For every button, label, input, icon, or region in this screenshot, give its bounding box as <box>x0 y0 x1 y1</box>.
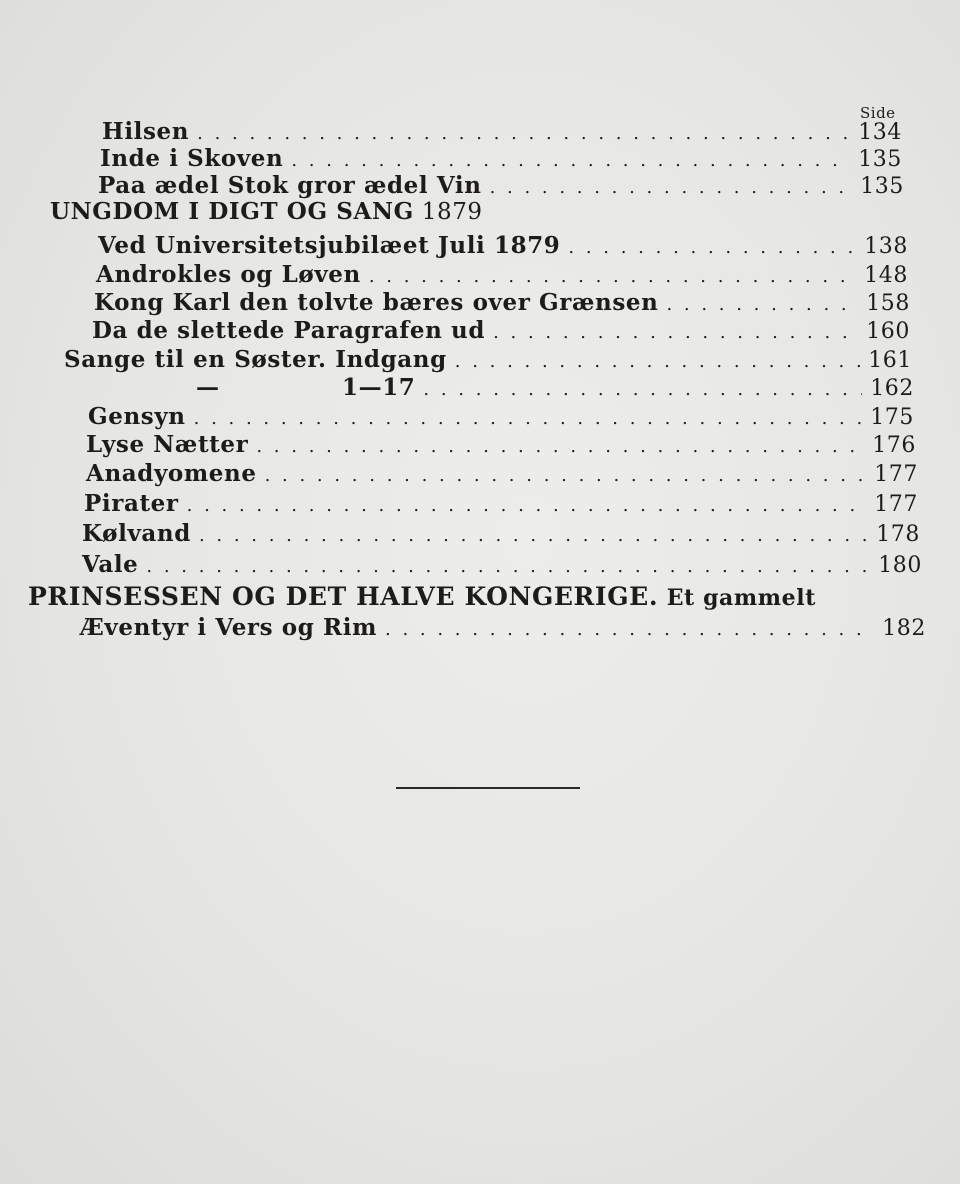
leader-dots <box>291 150 850 171</box>
toc-entry-paragrafen <box>92 317 910 345</box>
toc-entry-lyse-naetter <box>86 431 916 459</box>
toc-entry-page: 134 <box>858 120 902 145</box>
leader-dots <box>146 556 870 577</box>
toc-entry-universitetsjubilaeet <box>98 232 908 260</box>
toc-entry-page: 176 <box>872 433 916 458</box>
toc-entry-title: Pirater <box>84 490 179 517</box>
toc-entry-page: 180 <box>878 553 922 578</box>
toc-entry-page: 175 <box>870 405 914 430</box>
toc-entry-pirater <box>84 490 918 518</box>
toc-entry-page: 135 <box>860 174 904 199</box>
leader-dots <box>369 266 856 287</box>
toc-entry-title: 1—17 <box>342 374 416 401</box>
leader-dots <box>187 495 867 516</box>
toc-entry-title: Inde i Skoven <box>100 145 284 172</box>
toc-entry-page: 135 <box>858 147 902 172</box>
toc-entry-ditto-dash: — <box>196 374 220 401</box>
toc-entry-title: Sange til en Søster. Indgang <box>64 346 447 373</box>
leader-dots <box>568 237 856 258</box>
toc-entry-title: Æventyr i Vers og Rim <box>80 614 378 641</box>
leader-dots <box>490 177 853 198</box>
toc-entry-koelvand <box>82 520 920 548</box>
toc-entry-page: 178 <box>876 522 920 547</box>
toc-entry-sange-til-en-soester <box>64 346 912 374</box>
toc-entry-page: 148 <box>864 263 908 288</box>
toc-entry-title: Vale <box>82 551 139 578</box>
toc-entry-title: Da de slettede Paragrafen ud <box>92 317 486 344</box>
section-heading-caps: PRINSESSEN OG DET HALVE KONGERIGE. <box>28 582 659 611</box>
leader-dots <box>194 408 863 429</box>
section-heading-prinsessen <box>28 582 816 611</box>
leader-dots <box>455 351 860 372</box>
toc-entry-title: Androkles og Løven <box>96 261 361 288</box>
toc-entry-sange-1-17 <box>196 374 914 402</box>
toc-entry-vale <box>82 551 922 579</box>
toc-entry-anadyomene <box>86 460 918 488</box>
end-rule-divider <box>396 787 580 789</box>
leader-dots <box>423 379 862 400</box>
toc-entry-page: 162 <box>870 376 914 401</box>
leader-dots <box>385 619 874 640</box>
toc-entry-hilsen <box>102 118 902 146</box>
leader-dots <box>256 436 864 457</box>
toc-entry-page: 161 <box>868 348 912 373</box>
toc-entry-title: Kølvand <box>82 520 191 547</box>
leader-dots <box>493 322 858 343</box>
toc-entry-title: Ved Universitetsjubilæet Juli 1879 <box>98 232 561 259</box>
leader-dots <box>666 294 858 315</box>
toc-entry-androkles <box>96 261 908 289</box>
leader-dots <box>199 525 868 546</box>
toc-entry-page: 177 <box>874 492 918 517</box>
toc-entry-inde-i-skoven <box>100 145 902 173</box>
toc-entry-paa-aedel-stok <box>98 172 904 200</box>
toc-entry-kong-karl <box>94 289 910 317</box>
toc-entry-page: 182 <box>882 616 926 641</box>
toc-entry-page: 160 <box>866 319 910 344</box>
toc-entry-title: Paa ædel Stok gror ædel Vin <box>98 172 482 199</box>
toc-entry-gensyn <box>88 403 914 431</box>
toc-entry-page: 158 <box>866 291 910 316</box>
section-heading-subtitle: Et gammelt <box>666 585 816 611</box>
page-column-label: Side <box>860 104 896 122</box>
toc-entry-title: Gensyn <box>88 403 186 430</box>
toc-entry-title: Kong Karl den tolvte bæres over Grænsen <box>94 289 659 316</box>
toc-entry-title: Anadyomene <box>86 460 257 487</box>
toc-entry-title: Lyse Nætter <box>86 431 249 458</box>
section-heading-ungdom <box>50 198 483 225</box>
leader-dots <box>197 123 850 144</box>
leader-dots <box>265 465 867 486</box>
toc-entry-title: Hilsen <box>102 118 190 145</box>
toc-entry-page: 177 <box>874 462 918 487</box>
section-heading-caps: UNGDOM I DIGT OG SANG <box>50 198 414 225</box>
section-heading-year: 1879 <box>421 199 483 225</box>
toc-entry-aeventyr <box>80 614 926 642</box>
toc-entry-page: 138 <box>864 234 908 259</box>
